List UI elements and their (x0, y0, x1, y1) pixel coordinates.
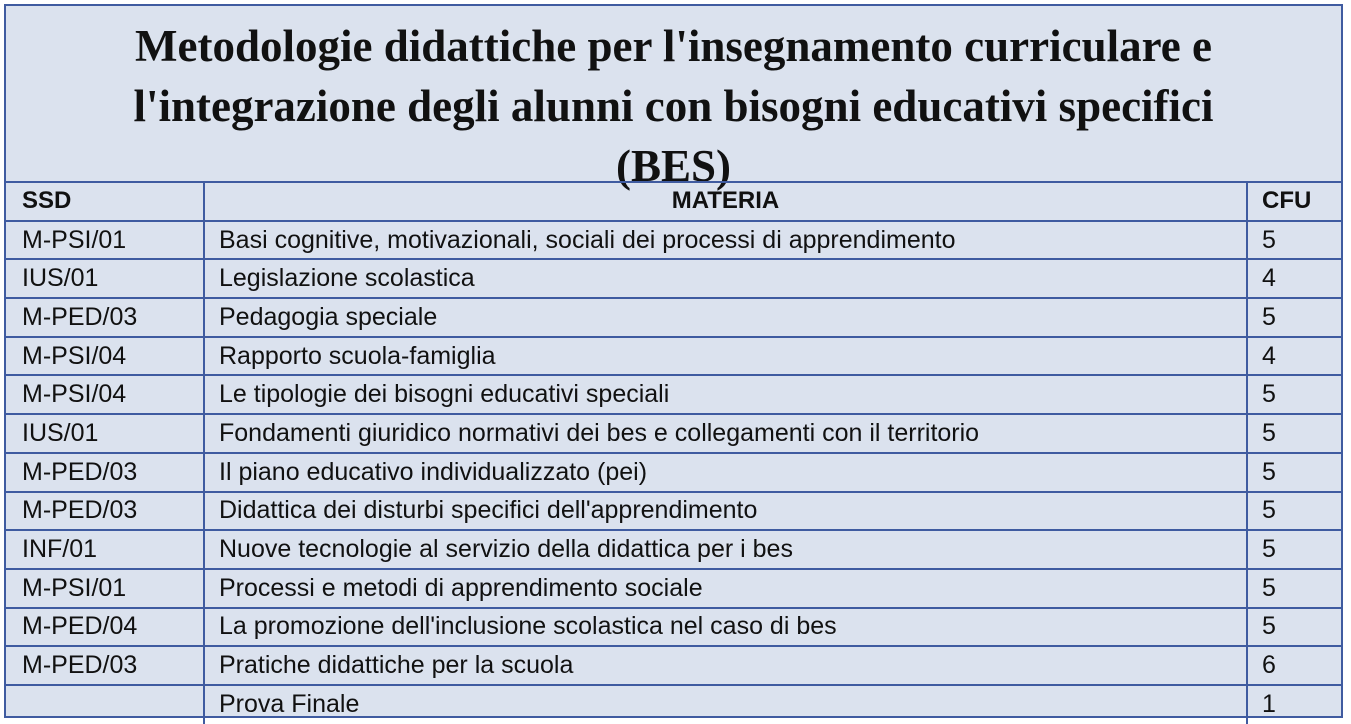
cell-ssd: INF/01 (6, 530, 204, 569)
cell-cfu: 5 (1247, 569, 1341, 608)
table-row (6, 530, 1341, 569)
cell-cfu: 5 (1247, 298, 1341, 337)
cell-materia: Legislazione scolastica (204, 259, 1247, 298)
table-row (6, 414, 1341, 453)
table-row (6, 646, 1341, 685)
cell-materia: Didattica dei disturbi specifici dell'apprendimento (204, 492, 1247, 531)
cell-ssd (6, 685, 204, 724)
header-cfu: CFU (1247, 182, 1341, 221)
cell-ssd: M-PED/03 (6, 646, 204, 685)
cell-ssd: M-PSI/04 (6, 375, 204, 414)
cell-materia: Prova Finale (204, 685, 1247, 724)
cell-cfu: 5 (1247, 530, 1341, 569)
cell-materia: Pedagogia speciale (204, 298, 1247, 337)
cell-materia: Processi e metodi di apprendimento sociale (204, 569, 1247, 608)
cell-ssd: M-PSI/01 (6, 221, 204, 260)
cell-materia: La promozione dell'inclusione scolastica nel caso di bes (204, 608, 1247, 647)
table-row (6, 492, 1341, 531)
table-header-row (6, 182, 1341, 221)
cell-materia: Il piano educativo individualizzato (pei) (204, 453, 1247, 492)
cell-materia: Rapporto scuola-famiglia (204, 337, 1247, 376)
cell-ssd: IUS/01 (6, 414, 204, 453)
header-ssd: SSD (6, 182, 204, 221)
table-row (6, 569, 1341, 608)
cell-materia: Nuove tecnologie al servizio della didattica per i bes (204, 530, 1247, 569)
cell-cfu: 1 (1247, 685, 1341, 724)
cell-materia: Pratiche didattiche per la scuola (204, 646, 1247, 685)
cell-ssd: M-PED/03 (6, 298, 204, 337)
cell-cfu: 4 (1247, 337, 1341, 376)
table-row (6, 375, 1341, 414)
cell-cfu: 5 (1247, 453, 1341, 492)
cell-ssd: M-PSI/04 (6, 337, 204, 376)
table-row (6, 608, 1341, 647)
cell-materia: Basi cognitive, motivazionali, sociali dei processi di apprendimento (204, 221, 1247, 260)
course-table (6, 181, 1341, 724)
cell-cfu: 4 (1247, 259, 1341, 298)
table-row (6, 298, 1341, 337)
table-row (6, 259, 1341, 298)
cell-ssd: M-PED/04 (6, 608, 204, 647)
cell-ssd: M-PED/03 (6, 492, 204, 531)
page-title (6, 6, 1341, 191)
cell-ssd: IUS/01 (6, 259, 204, 298)
table-row (6, 685, 1341, 724)
cell-cfu: 5 (1247, 414, 1341, 453)
cell-ssd: M-PSI/01 (6, 569, 204, 608)
table-row (6, 221, 1341, 260)
title-line-1: Metodologie didattiche per l'insegnamento curriculare e (135, 21, 1212, 71)
cell-cfu: 5 (1247, 492, 1341, 531)
cell-ssd: M-PED/03 (6, 453, 204, 492)
title-line-3: (BES) (615, 141, 732, 191)
cell-cfu: 5 (1247, 375, 1341, 414)
table-row (6, 337, 1341, 376)
cell-cfu: 5 (1247, 221, 1341, 260)
cell-cfu: 6 (1247, 646, 1341, 685)
course-sheet (4, 4, 1343, 718)
cell-materia: Fondamenti giuridico normativi dei bes e collegamenti con il territorio (204, 414, 1247, 453)
title-line-2: l'integrazione degli alunni con bisogni educativi specifici (133, 81, 1214, 131)
header-materia: MATERIA (204, 182, 1247, 221)
table-row (6, 453, 1341, 492)
cell-cfu: 5 (1247, 608, 1341, 647)
cell-materia: Le tipologie dei bisogni educativi speciali (204, 375, 1247, 414)
